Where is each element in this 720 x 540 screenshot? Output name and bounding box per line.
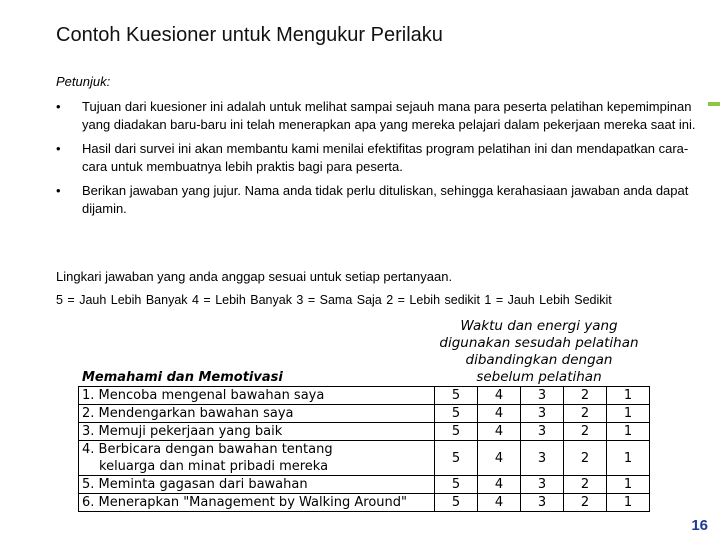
bullet-icon: • bbox=[56, 141, 61, 156]
table-row bbox=[79, 387, 650, 405]
accent-bar bbox=[708, 102, 720, 106]
rating-option[interactable]: 4 bbox=[478, 494, 521, 512]
bullet-list bbox=[56, 98, 706, 224]
rating-option[interactable]: 4 bbox=[478, 423, 521, 441]
table-row bbox=[79, 494, 650, 512]
rating-option[interactable]: 3 bbox=[521, 423, 564, 441]
rating-option[interactable]: 5 bbox=[435, 387, 478, 405]
rating-option[interactable]: 1 bbox=[607, 494, 650, 512]
question-cell bbox=[79, 476, 435, 494]
list-item bbox=[56, 98, 706, 134]
page-number: 16 bbox=[691, 517, 708, 534]
bullet-text: Tujuan dari kuesioner ini adalah untuk melihat sampai sejauh mana para peserta pelatihan kepemimpinan yang diadakan baru-baru ini telah menerapkan apa yang mereka pelajari dalam pekerjaan mereka saat ini. bbox=[82, 99, 696, 132]
instructions-label: Petunjuk: bbox=[56, 74, 111, 89]
rating-option[interactable]: 5 bbox=[435, 405, 478, 423]
bullet-icon: • bbox=[56, 183, 61, 198]
list-item bbox=[56, 182, 706, 218]
rating-option[interactable]: 3 bbox=[521, 441, 564, 476]
rating-option[interactable]: 1 bbox=[607, 476, 650, 494]
list-item bbox=[56, 140, 706, 176]
question-cell bbox=[79, 405, 435, 423]
rating-option[interactable]: 2 bbox=[564, 423, 607, 441]
section-title: Memahami dan Memotivasi bbox=[82, 370, 283, 385]
rating-option[interactable]: 1 bbox=[607, 423, 650, 441]
rating-option[interactable]: 1 bbox=[607, 405, 650, 423]
rating-option[interactable]: 2 bbox=[564, 387, 607, 405]
rating-option[interactable]: 4 bbox=[478, 476, 521, 494]
question-text: 6. Menerapkan "Management by Walking Around" bbox=[82, 495, 407, 510]
rating-scale: 5 = Jauh Lebih Banyak 4 = Lebih Banyak 3 = Sama Saja 2 = Lebih sedikit 1 = Jauh Lebih Sedikit bbox=[56, 293, 612, 307]
question-text: 4. Berbicara dengan bawahan tentang bbox=[82, 442, 333, 457]
table-row bbox=[79, 405, 650, 423]
bullet-text: Berikan jawaban yang jujur. Nama anda tidak perlu dituliskan, sehingga kerahasiaan jawaban anda dapat dijamin. bbox=[82, 183, 689, 216]
rating-option[interactable]: 2 bbox=[564, 476, 607, 494]
rating-option[interactable]: 5 bbox=[435, 423, 478, 441]
question-cell bbox=[79, 387, 435, 405]
bullet-text: Hasil dari survei ini akan membantu kami menilai efektifitas program pelatihan ini dan mendapatkan cara-cara untuk membuatnya lebih praktis bagi para peserta. bbox=[82, 141, 689, 174]
column-header-line: dibandingkan dengan bbox=[465, 352, 613, 368]
rating-option[interactable]: 1 bbox=[607, 387, 650, 405]
rating-option[interactable]: 1 bbox=[607, 441, 650, 476]
table-row bbox=[79, 441, 650, 476]
question-text: 2. Mendengarkan bawahan saya bbox=[82, 406, 294, 421]
rating-option[interactable]: 5 bbox=[435, 441, 478, 476]
column-header bbox=[432, 318, 646, 386]
rating-option[interactable]: 2 bbox=[564, 405, 607, 423]
rating-option[interactable]: 5 bbox=[435, 494, 478, 512]
rating-option[interactable]: 2 bbox=[564, 441, 607, 476]
column-header-line: Waktu dan energi yang bbox=[460, 318, 618, 334]
question-text: keluarga dan minat pribadi mereka bbox=[99, 459, 329, 474]
question-text: 5. Meminta gagasan dari bawahan bbox=[82, 477, 308, 492]
table-row bbox=[79, 423, 650, 441]
question-text: 1. Mencoba mengenal bawahan saya bbox=[82, 388, 325, 403]
question-cell bbox=[79, 441, 435, 476]
bullet-icon: • bbox=[56, 99, 61, 114]
rating-option[interactable]: 5 bbox=[435, 476, 478, 494]
question-cell bbox=[79, 423, 435, 441]
rating-option[interactable]: 3 bbox=[521, 476, 564, 494]
rating-option[interactable]: 2 bbox=[564, 494, 607, 512]
rating-option[interactable]: 3 bbox=[521, 405, 564, 423]
rating-option[interactable]: 4 bbox=[478, 441, 521, 476]
rating-option[interactable]: 3 bbox=[521, 494, 564, 512]
page-title: Contoh Kuesioner untuk Mengukur Perilaku bbox=[56, 24, 443, 46]
circle-instruction: Lingkari jawaban yang anda anggap sesuai untuk setiap pertanyaan. bbox=[56, 269, 453, 284]
question-text: 3. Memuji pekerjaan yang baik bbox=[82, 424, 283, 439]
rating-option[interactable]: 4 bbox=[478, 405, 521, 423]
column-header-line: digunakan sesudah pelatihan bbox=[439, 335, 639, 351]
column-header-line: sebelum pelatihan bbox=[476, 369, 602, 385]
rating-option[interactable]: 4 bbox=[478, 387, 521, 405]
rating-option[interactable]: 3 bbox=[521, 387, 564, 405]
questionnaire-table bbox=[78, 386, 650, 512]
table-row bbox=[79, 476, 650, 494]
question-cell bbox=[79, 494, 435, 512]
